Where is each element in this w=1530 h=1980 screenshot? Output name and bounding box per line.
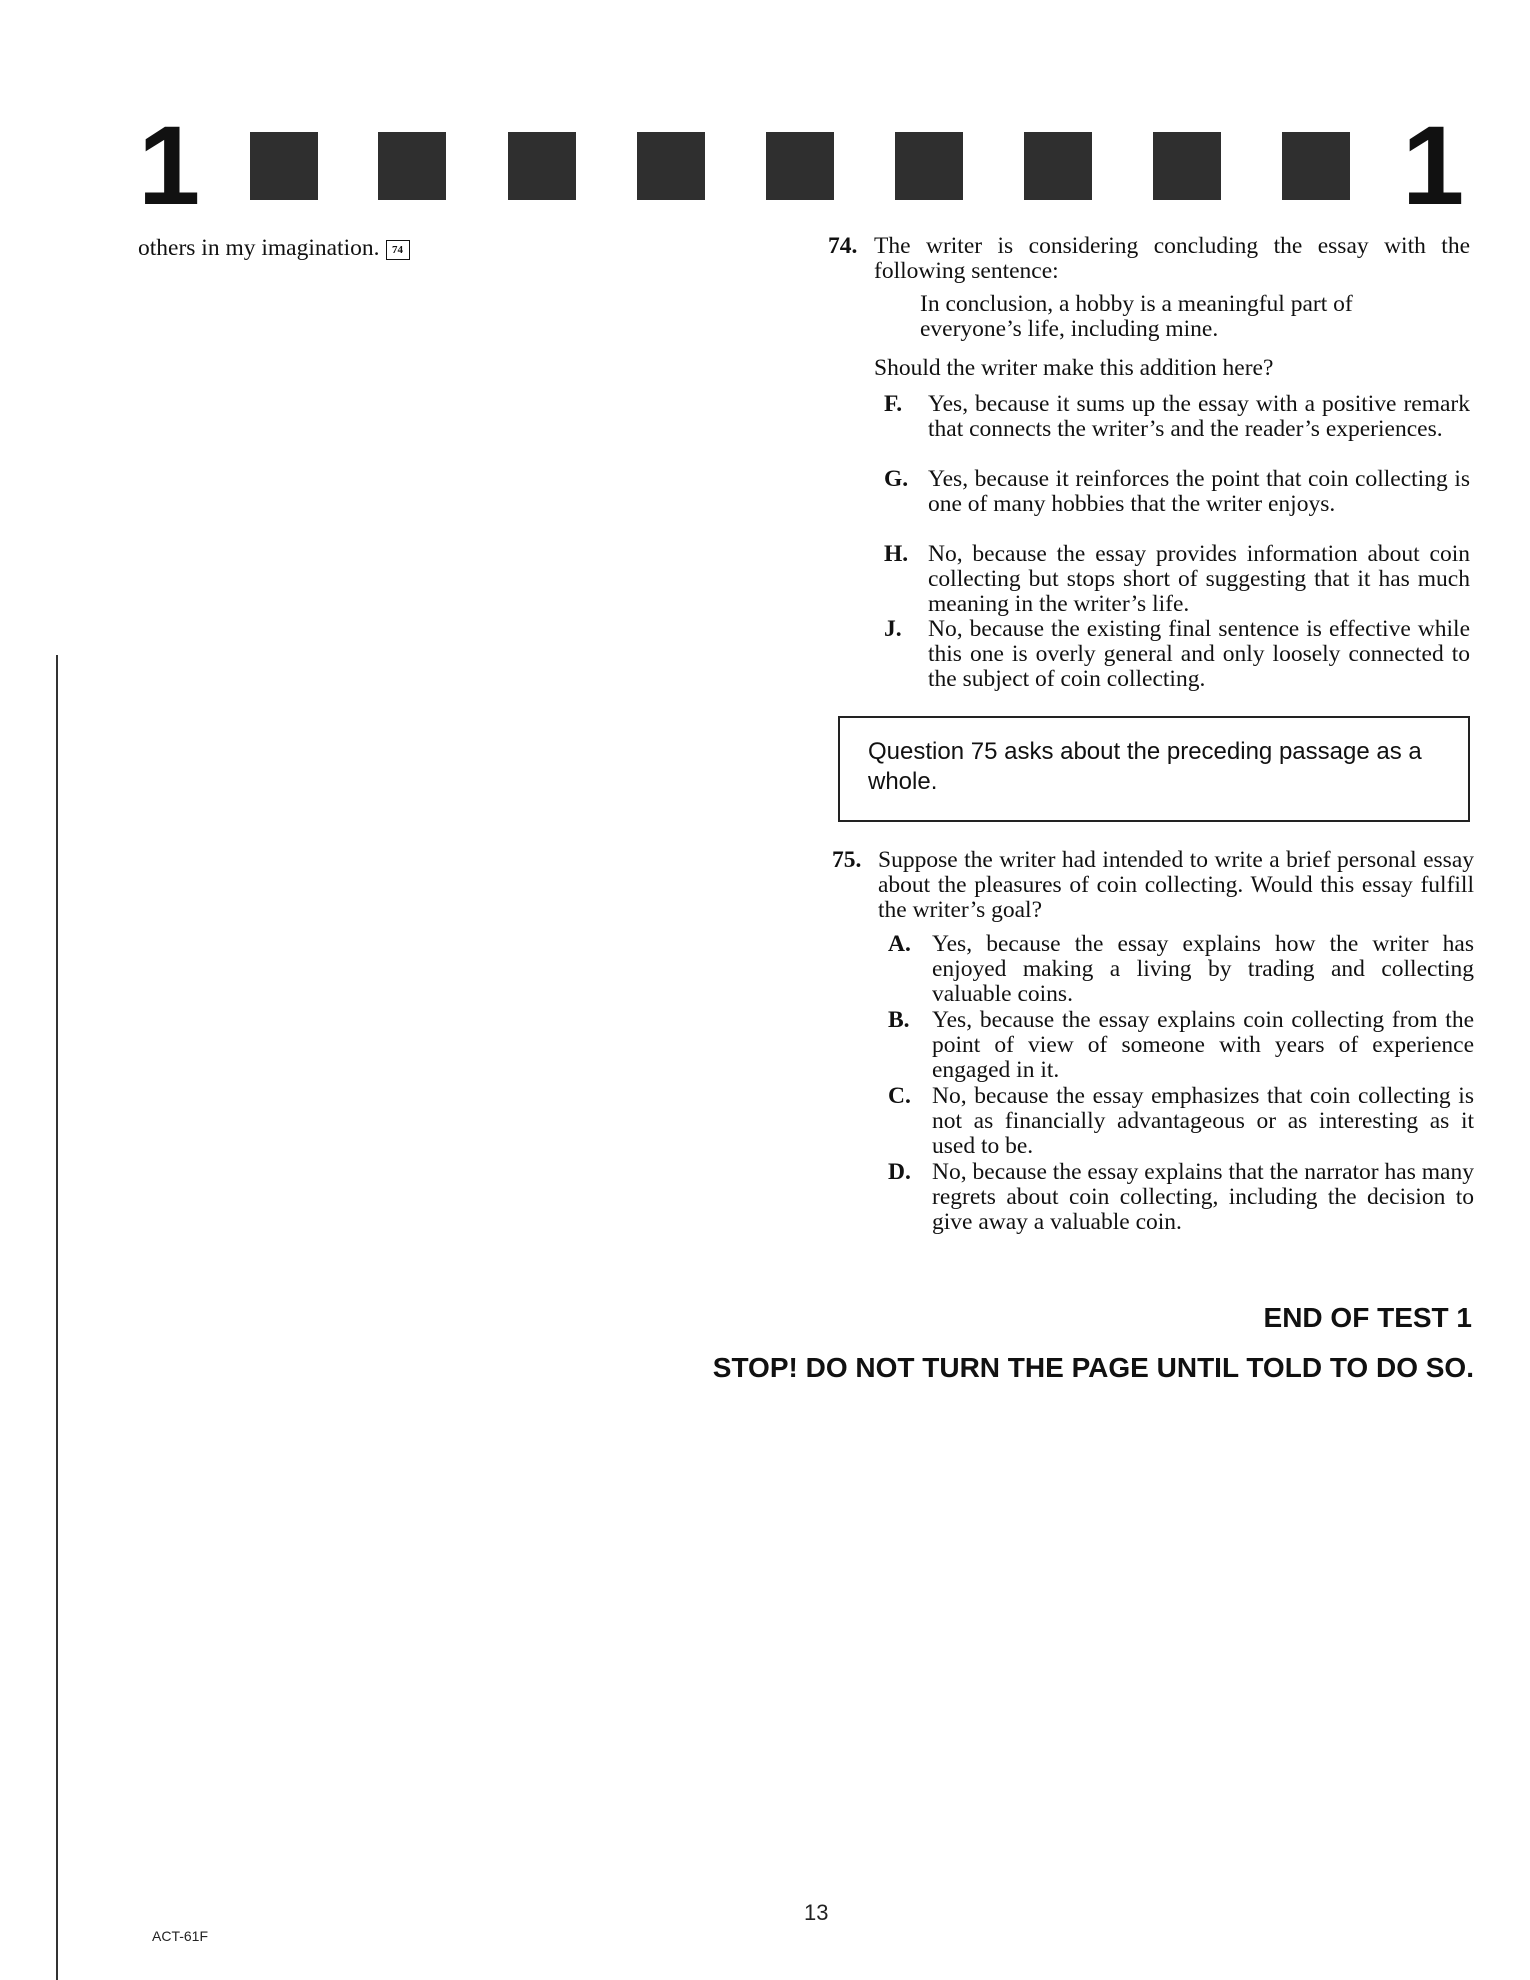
option-label: G. xyxy=(884,466,909,492)
end-of-test-heading: END OF TEST 1 xyxy=(1263,1302,1472,1333)
question-prompt: Should the writer make this addition here? xyxy=(874,355,1274,381)
passage-text xyxy=(138,236,410,261)
stop-instruction: STOP! DO NOT TURN THE PAGE UNTIL TOLD TO DO SO. xyxy=(712,1352,1474,1383)
option-text: No, because the essay emphasizes that coin collecting is not as financially advantageous or as interesting as it used to be. xyxy=(932,1083,1474,1159)
section-number-right: 1 xyxy=(1402,103,1465,228)
option-label: D. xyxy=(888,1159,911,1185)
header-block xyxy=(766,132,834,200)
option-label: B. xyxy=(888,1007,910,1033)
option-text: No, because the essay provides information about coin collecting but stops short of suggesting that it has much meaning in the writer’s life. xyxy=(928,541,1470,617)
option-text: Yes, because it reinforces the point that coin collecting is one of many hobbies that the writer enjoys. xyxy=(928,466,1470,517)
option-text: No, because the essay explains that the narrator has many regrets about coin collecting, including the decision to give away a valuable coin. xyxy=(932,1159,1474,1235)
proposed-sentence: In conclusion, a hobby is a meaningful part of everyone’s life, including mine. xyxy=(920,291,1353,342)
question-75 xyxy=(832,848,1474,1238)
option-label: C. xyxy=(888,1083,911,1109)
page-number: 13 xyxy=(804,1900,829,1925)
header-block xyxy=(508,132,576,200)
option-label: J. xyxy=(884,616,902,642)
section-number-left: 1 xyxy=(138,103,201,228)
question-number: 75. xyxy=(832,847,862,873)
option-text: Yes, because it sums up the essay with a positive remark that connects the writer’s and the reader’s experiences. xyxy=(928,391,1470,442)
header-block xyxy=(250,132,318,200)
header-block xyxy=(1282,132,1350,200)
option-label: H. xyxy=(884,541,909,567)
option-label: F. xyxy=(884,391,903,417)
question-number: 74. xyxy=(828,233,858,259)
option-text: No, because the existing final sentence is effective while this one is overly general and only loosely connected to the subject of coin collecting. xyxy=(928,616,1470,692)
header-block xyxy=(1024,132,1092,200)
question-74 xyxy=(828,234,1470,694)
scan-edge-line xyxy=(56,655,58,1980)
header-block xyxy=(637,132,705,200)
header-block xyxy=(895,132,963,200)
option-text: Yes, because the essay explains coin collecting from the point of view of someone with years of experience engaged in it. xyxy=(932,1007,1474,1083)
question-reference-box: 74 xyxy=(386,240,410,260)
form-code: ACT-61F xyxy=(152,1928,209,1944)
header-block xyxy=(378,132,446,200)
option-label: A. xyxy=(888,931,911,957)
question-stem: The writer is considering concluding the essay with the following sentence: xyxy=(874,233,1470,284)
question-stem: Suppose the writer had intended to write a brief personal essay about the pleasures of coin collecting. Would this essay fulfill the writer’s goal? xyxy=(878,847,1474,923)
passage-question-note: Question 75 asks about the preceding passage as a whole. xyxy=(838,716,1470,822)
passage-last-line: others in my imagination. xyxy=(138,235,380,261)
option-text: Yes, because the essay explains how the writer has enjoyed making a living by trading and collecting valuable coins. xyxy=(932,931,1474,1007)
header-block xyxy=(1153,132,1221,200)
